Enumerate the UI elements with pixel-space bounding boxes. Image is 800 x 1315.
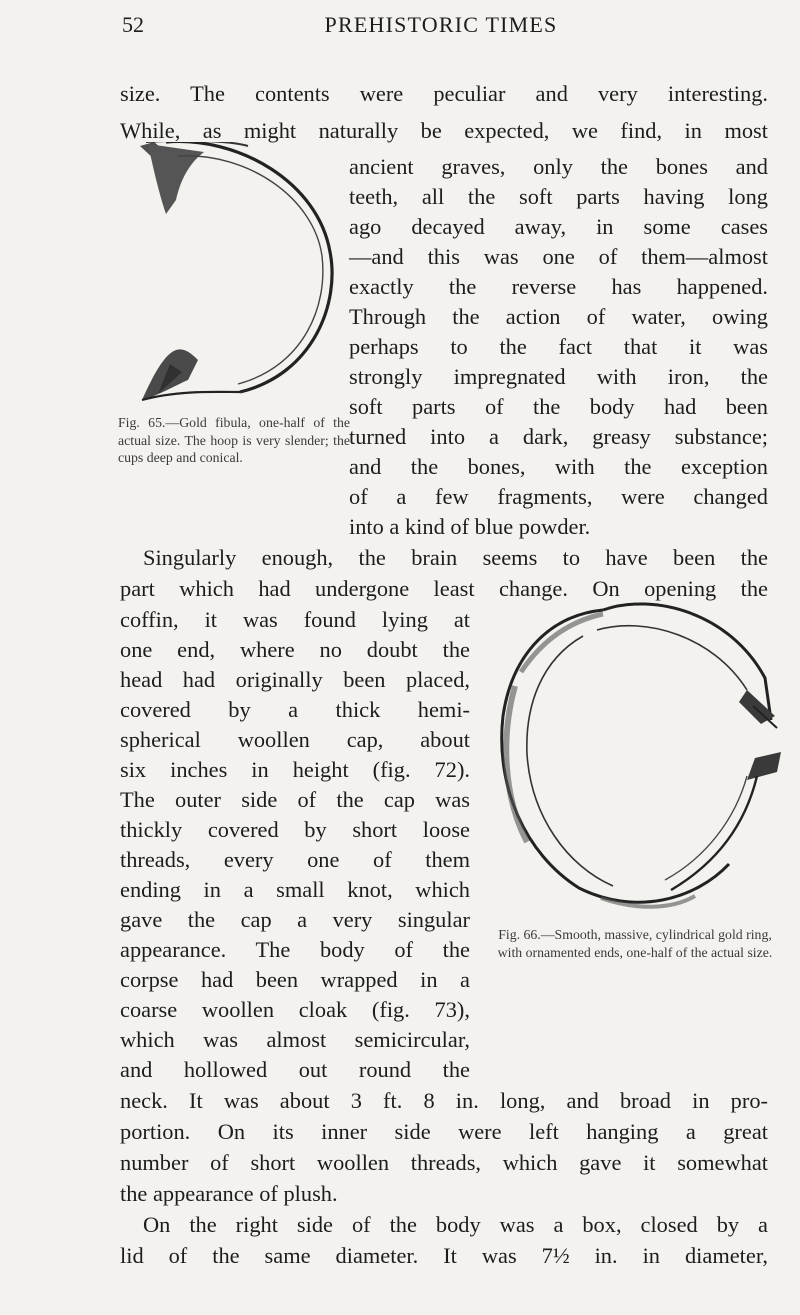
text-line-28: gave the cap a very singular (120, 907, 470, 932)
text-line-8: Through the action of water, owing (349, 304, 768, 329)
text-line-24: The outer side of the cap was (120, 787, 470, 812)
gold-ring-icon (485, 596, 785, 924)
text-line-1: size. The contents were peculiar and very interesting. (120, 81, 768, 106)
text-line-39: lid of the same diameter. It was 7½ in. in diameter, (120, 1243, 768, 1268)
text-line-11: soft parts of the body had been (349, 394, 768, 419)
text-line-30: corpse had been wrapped in a (120, 967, 470, 992)
page-header (122, 12, 760, 42)
text-line-23: six inches in height (fig. 72). (120, 757, 470, 782)
text-line-27: ending in a small knot, which (120, 877, 470, 902)
figure-65-caption: Fig. 65.—Gold fibula, one-half of the actual size. The hoop is very slender; the cups deep and conical. (118, 415, 350, 465)
text-line-12: turned into a dark, greasy substance; (349, 424, 768, 449)
text-line-15: into a kind of blue powder. (349, 514, 591, 539)
text-line-9: perhaps to the fact that it was (349, 334, 768, 359)
text-line-6: —and this was one of them—almost (349, 244, 768, 269)
text-line-20: head had originally been placed, (120, 667, 470, 692)
text-line-7: exactly the reverse has happened. (349, 274, 768, 299)
text-line-25: thickly covered by short loose (120, 817, 470, 842)
text-line-35: portion. On its inner side were left hanging a great (120, 1119, 768, 1144)
text-line-34: neck. It was about 3 ft. 8 in. long, and broad in pro- (120, 1088, 768, 1113)
text-line-3: ancient graves, only the bones and (349, 154, 768, 179)
text-line-10: strongly impregnated with iron, the (349, 364, 768, 389)
figure-65 (118, 142, 350, 465)
text-line-18: coffin, it was found lying at (120, 607, 470, 632)
text-line-16: Singularly enough, the brain seems to have been the (143, 545, 768, 570)
text-line-21: covered by a thick hemi- (120, 697, 470, 722)
text-line-37: the appearance of plush. (120, 1181, 338, 1206)
text-line-2: While, as might naturally be expected, we find, in most (120, 118, 768, 143)
text-line-31: coarse woollen cloak (fig. 73), (120, 997, 470, 1022)
text-line-4: teeth, all the soft parts having long (349, 184, 768, 209)
page-number: 52 (122, 12, 144, 37)
text-line-14: of a few fragments, were changed (349, 484, 768, 509)
text-line-26: threads, every one of them (120, 847, 470, 872)
text-line-17: part which had undergone least change. On opening the (120, 576, 768, 601)
running-head: PREHISTORIC TIMES (324, 12, 558, 37)
text-line-13: and the bones, with the exception (349, 454, 768, 479)
text-line-36: number of short woollen threads, which gave it somewhat (120, 1150, 768, 1175)
figure-66-caption: Fig. 66.—Smooth, massive, cylindrical gold ring, with ornamented ends, one-half of the actual size. (497, 927, 773, 960)
text-line-22: spherical woollen cap, about (120, 727, 470, 752)
text-line-5: ago decayed away, in some cases (349, 214, 768, 239)
fibula-icon (118, 142, 350, 412)
text-line-38: On the right side of the body was a box, closed by a (143, 1212, 768, 1237)
text-line-19: one end, where no doubt the (120, 637, 470, 662)
figure-66 (485, 596, 785, 986)
text-line-33: and hollowed out round the (120, 1057, 470, 1082)
text-line-29: appearance. The body of the (120, 937, 470, 962)
text-line-32: which was almost semicircular, (120, 1027, 470, 1052)
